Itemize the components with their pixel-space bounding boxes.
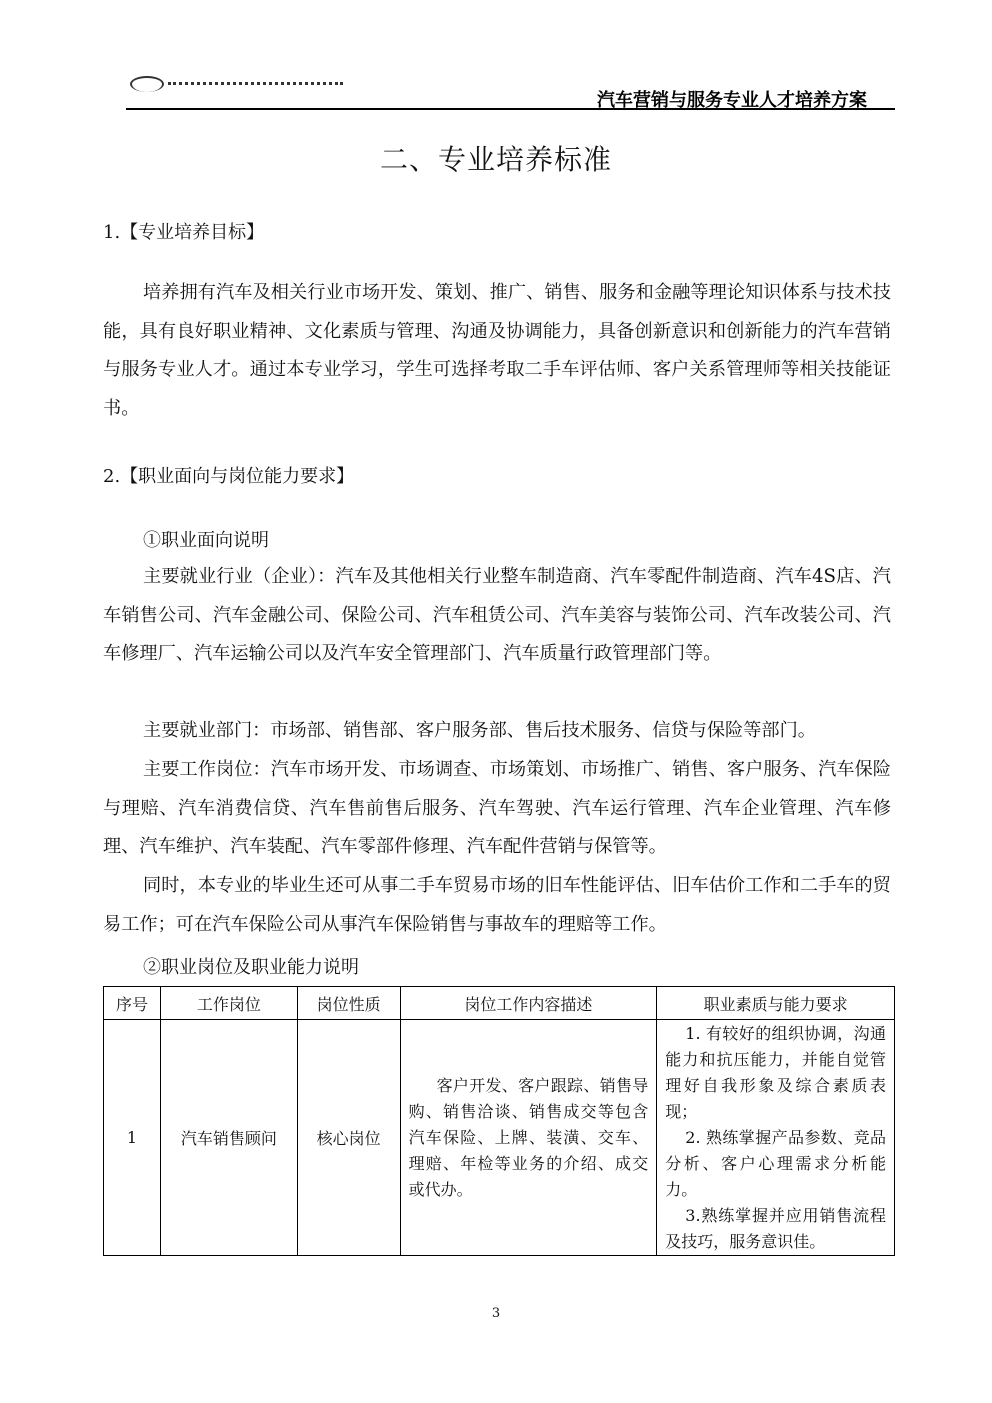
requirement-item: 2. 熟练掌握产品参数、竞品分析、客户心理需求分析能力。 — [665, 1127, 886, 1199]
chapter-title: 二、专业培养标准 — [379, 143, 612, 176]
header-rule — [126, 108, 895, 110]
column-header-nature: 岗位性质 — [297, 987, 400, 1020]
section-1-heading: 1.【专业培养目标】 — [103, 222, 265, 243]
column-header-position: 工作岗位 — [160, 987, 297, 1020]
position-description: 客户开发、客户跟踪、销售导购、销售洽谈、销售成交等包含汽车保险、上牌、装潢、交车、理赔、年检等业务的介绍、成交或代办。 — [400, 1020, 657, 1256]
page-number: 3 — [491, 1306, 501, 1321]
requirement-item: 1. 有较好的组织协调，沟通能力和抗压能力，并能自觉管理好自我形象及综合素质表现； — [665, 1023, 886, 1121]
section-2-heading: 2.【职业面向与岗位能力要求】 — [103, 466, 355, 487]
row-number: 1 — [104, 1020, 161, 1256]
positions-paragraph: 主要工作岗位：汽车市场开发、市场调查、市场策划、市场推广、销售、客户服务、汽车保险与理赔、汽车消费信贷、汽车售前售后服务、汽车驾驶、汽车运行管理、汽车企业管理、汽车修理、汽车维护、汽车装配、汽车零部件修理、汽车配件营销与保管等。 — [103, 759, 891, 858]
positions-table — [103, 986, 895, 1256]
column-header-no: 序号 — [104, 987, 161, 1020]
position-name: 汽车销售顾问 — [160, 1020, 297, 1256]
school-seal-icon — [130, 76, 164, 92]
departments-paragraph: 主要就业部门：市场部、销售部、客户服务部、售后技术服务、信贷与保险等部门。 — [143, 720, 816, 741]
requirement-item: 3.熟练掌握并应用销售流程及技巧，服务意识佳。 — [665, 1205, 886, 1251]
subheading-career-orientation: ①职业面向说明 — [143, 530, 269, 551]
industry-paragraph: 主要就业行业（企业）：汽车及其他相关行业整车制造商、汽车零配件制造商、汽车4S店、汽车销售公司、汽车金融公司、保险公司、汽车租赁公司、汽车美容与装饰公司、汽车改装公司、汽车修理厂、汽车运输公司以及汽车安全管理部门、汽车质量行政管理部门等。 — [103, 566, 891, 665]
section-1-paragraph: 培养拥有汽车及相关行业市场开发、策划、推广、销售、服务和金融等理论知识体系与技术技能，具有良好职业精神、文化素质与管理、沟通及协调能力，具备创新意识和创新能力的汽车营销与服务专业人才。通过本专业学习，学生可选择考取二手车评估师、客户关系管理师等相关技能证书。 — [103, 282, 891, 419]
position-requirements — [657, 1020, 895, 1256]
school-logo — [126, 74, 366, 96]
table-header-row — [104, 987, 895, 1020]
table-row — [104, 1020, 895, 1256]
graduates-paragraph: 同时，本专业的毕业生还可从事二手车贸易市场的旧车性能评估、旧车估价工作和二手车的贸易工作；可在汽车保险公司从事汽车保险销售与事故车的理赔等工作。 — [103, 875, 891, 935]
page-header — [126, 72, 895, 112]
column-header-description: 岗位工作内容描述 — [400, 987, 657, 1020]
column-header-requirements: 职业素质与能力要求 — [657, 987, 895, 1020]
header-title: 汽车营销与服务专业人才培养方案 — [597, 90, 867, 111]
school-name-graphic — [168, 82, 343, 90]
subheading-position-ability: ②职业岗位及职业能力说明 — [143, 957, 359, 978]
position-nature: 核心岗位 — [297, 1020, 400, 1256]
